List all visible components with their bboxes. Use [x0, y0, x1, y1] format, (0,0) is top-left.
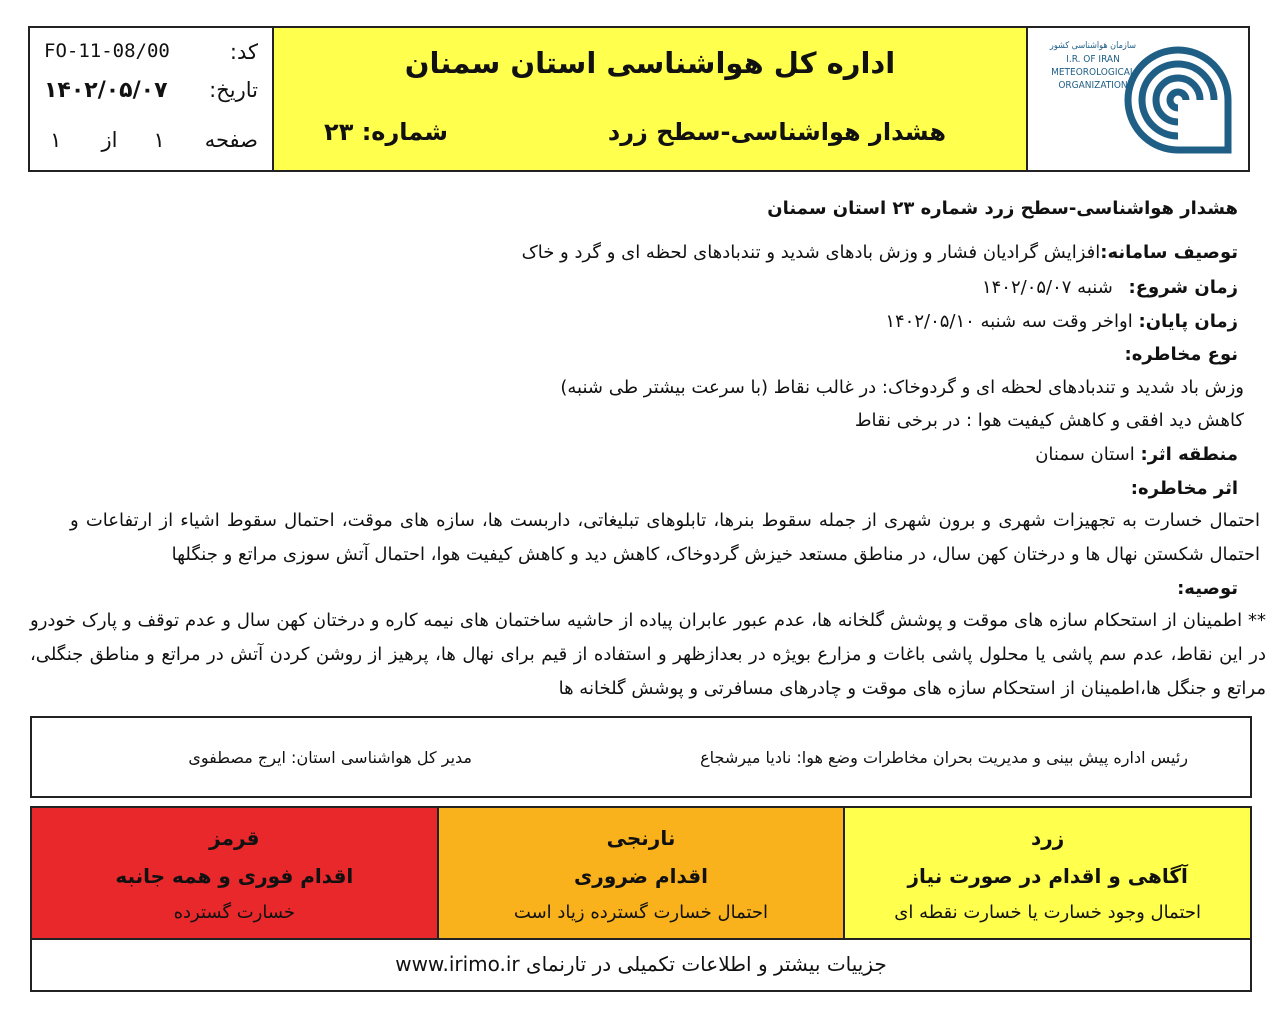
- start-label: زمان شروع:: [1128, 277, 1238, 298]
- date-value: ۱۴۰۲/۰۵/۰۷: [44, 78, 168, 103]
- end-label: زمان پایان:: [1138, 311, 1238, 332]
- number-value: ۲۳: [324, 118, 354, 146]
- page-row: [44, 128, 258, 152]
- document-header: [28, 26, 1250, 172]
- page-current: ۱: [153, 128, 165, 152]
- code-label: کد:: [229, 40, 258, 64]
- level-red: [32, 808, 437, 938]
- advice-label: توصیه:: [1177, 578, 1238, 599]
- header-title-box: [274, 28, 1028, 170]
- logo-text-en-1: I.R. OF IRAN: [1066, 54, 1120, 65]
- date-label: تاریخ:: [209, 78, 258, 102]
- level-name: نارنجی: [606, 826, 676, 850]
- alert-heading: هشدار هواشناسی-سطح زرد شماره ۲۳ استان سمنان: [767, 198, 1238, 219]
- logo-text-en-3: ORGANIZATION: [1058, 80, 1128, 91]
- system-value: افزایش گرادیان فشار و وزش بادهای شدید و تندبادهای لحظه ای و گرد و خاک: [521, 242, 1101, 263]
- hazard-type-label: نوع مخاطره:: [1124, 344, 1238, 365]
- hazard-type-2: کاهش دید افقی و کاهش کیفیت هوا : در برخی نقاط: [854, 410, 1244, 431]
- end-value: اواخر وقت سه شنبه ۱۴۰۲/۰۵/۱۰: [885, 311, 1133, 332]
- number-label: شماره:: [361, 118, 448, 146]
- level-action: اقدام ضروری: [573, 864, 708, 888]
- page-total: ۱: [50, 128, 62, 152]
- level-action: آگاهی و اقدام در صورت نیاز: [907, 864, 1188, 888]
- level-description: خسارت گسترده: [173, 902, 296, 923]
- effect-text: احتمال خسارت به تجهیزات شهری و برون شهری از جمله سقوط بنرها، تابلوهای تبلیغاتی، داربست ها، سازه های موقت، احتمال سقوط اشیاء از ارتفاعات و احتمال شکستن نهال ها و درختان کهن سال، در مناطق مستعد خیزش گردوخاک، کاهش دید و کاهش کیفیت هوا، احتمال آتش سوزی مراتع و جنگلها: [70, 510, 1260, 565]
- warning-levels: [30, 806, 1252, 940]
- office-title: اداره کل هواشناسی استان سمنان: [404, 46, 896, 80]
- signature-box: [30, 716, 1252, 798]
- level-name: قرمز: [209, 826, 260, 850]
- effect-label: اثر مخاطره:: [1130, 478, 1238, 499]
- alert-title: هشدار هواشناسی-سطح زرد: [607, 118, 946, 146]
- hazard-type-1: وزش باد شدید و تندبادهای لحظه ای و گردوخاک: در غالب نقاط (با سرعت بیشتر طی شنبه): [560, 377, 1244, 398]
- level-action: اقدام فوری و همه جانبه: [115, 864, 354, 888]
- start-value: شنبه ۱۴۰۲/۰۵/۰۷: [981, 277, 1113, 298]
- alert-number: [324, 118, 448, 146]
- region-value: استان سمنان: [1035, 444, 1135, 465]
- logo-text-fa: سازمان هواشناسی کشور: [1049, 41, 1137, 51]
- page-label: صفحه: [204, 128, 258, 152]
- footer-website: جزییات بیشتر و اطلاعات تکمیلی در تارنمای www.irimo.ir: [30, 940, 1252, 992]
- code-row: [44, 40, 258, 64]
- advice-text: ** اطمینان از استحکام سازه های موقت و پوشش گلخانه ها، عدم عبور عابران پیاده از حاشیه ساختمان های نیمه کاره و درختان کهن سال و عدم توقف و پارک خودرو در این نقاط، عدم سم پاشی یا محلول پاشی باغات و مزارع بویژه در بعدازظهر و استفاده از قیم برای نهال ها، پرهیز از روشن کردن آتش در مراتع و مناطق جنگلی، مراتع و جنگل ها،اطمینان از استحکام سازه های موقت و چادرهای مسافرتی و پوشش گلخانه ها: [30, 610, 1266, 699]
- region-label: منطقه اثر:: [1140, 444, 1238, 465]
- meteorological-logo-icon: [1118, 40, 1238, 160]
- forecast-head: رئیس اداره پیش بینی و مدیریت بحران مخاطرات وضع هوا: نادیا میرشجاع: [700, 748, 1188, 767]
- logo-box: [1028, 28, 1248, 170]
- start-time: [982, 277, 1238, 298]
- system-description: [522, 242, 1238, 263]
- page-of: از: [101, 128, 118, 152]
- end-time: [885, 311, 1238, 332]
- affected-region: [1035, 444, 1238, 465]
- system-label: توصیف سامانه:: [1100, 242, 1238, 263]
- level-name: زرد: [1031, 826, 1065, 850]
- level-description: احتمال خسارت گسترده زیاد است: [513, 902, 769, 923]
- header-meta-box: [30, 28, 274, 170]
- director: مدیر کل هواشناسی استان: ایرج مصطفوی: [188, 748, 472, 767]
- date-row: [44, 78, 258, 103]
- logo-text-en-2: METEOROLOGICAL: [1051, 67, 1135, 78]
- level-description: احتمال وجود خسارت یا خسارت نقطه ای: [894, 902, 1202, 923]
- level-orange: [437, 808, 844, 938]
- level-yellow: [843, 808, 1250, 938]
- code-value: FO-11-08/00: [44, 40, 170, 62]
